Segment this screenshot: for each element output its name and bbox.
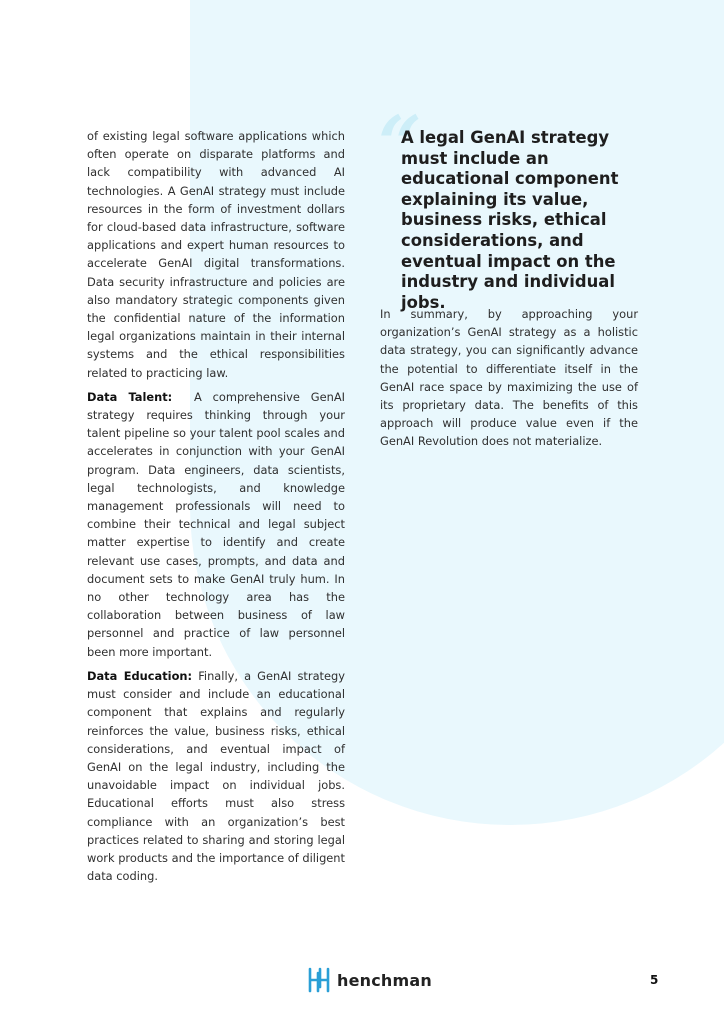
data-talent-body: A comprehensive GenAI strategy requires thinking through your talent pipeline so your talent pool scales and accelerates in conjunction with your GenAI program. Data engineers, data scientists, legal technologists, and knowledge management professionals will need to combine their technical and legal subject matter expertise to identify and create relevant use cases, prompts, and data and document sets to make GenAI truly hum. In no other technology area has the collaboration between business of law personnel and practice of law personnel been more important.: [87, 389, 345, 659]
henchman-logo-icon: [307, 967, 331, 993]
summary-paragraph: In summary, by approaching your organization’s GenAI strategy as a holistic data strategy, you can significantly advance the potential to differentiate itself in the GenAI race space by maximizing the use of its proprietary data. The benefits of this approach will produce value even if the GenAI Revolution does not materialize.: [380, 307, 638, 449]
data-education-paragraph: [87, 667, 345, 885]
pull-quote: A legal GenAI strategy must include an educational component explaining its value, business risks, ethical considerations, and eventual impact on the industry and individual jobs.: [401, 128, 619, 312]
brand-name: henchman: [337, 970, 432, 990]
data-talent-heading: Data Talent:: [87, 389, 173, 404]
intro-paragraph: of existing legal software applications which often operate on disparate platforms and lack compatibility with advanced AI technologies. A GenAI strategy must include resources in the form of investment dollars for cloud-based data infrastructure, software applications and expert human resources to accelerate GenAI digital transformations. Data security infrastructure and policies are also mandatory strategic components given the confidential nature of the information legal organizations maintain in their internal systems and the ethical responsibilities related to practicing law.: [87, 129, 345, 380]
quote-mark-icon: “: [378, 99, 422, 188]
data-education-body: Finally, a GenAI strategy must consider and include an educational component that explains and regularly reinforces the value, business risks, ethical considerations, and eventual impact of GenAI on the legal industry, including the unavoidable impact on individual jobs. Educational efforts must also stress compliance with an organization’s best practices related to sharing and storing legal work products and the importance of diligent data coding.: [87, 668, 346, 884]
data-talent-paragraph: [87, 388, 345, 661]
page-number: 5: [650, 973, 659, 987]
henchman-logo: [307, 967, 432, 993]
left-column: [87, 127, 345, 891]
data-education-heading: Data Education:: [87, 668, 193, 683]
